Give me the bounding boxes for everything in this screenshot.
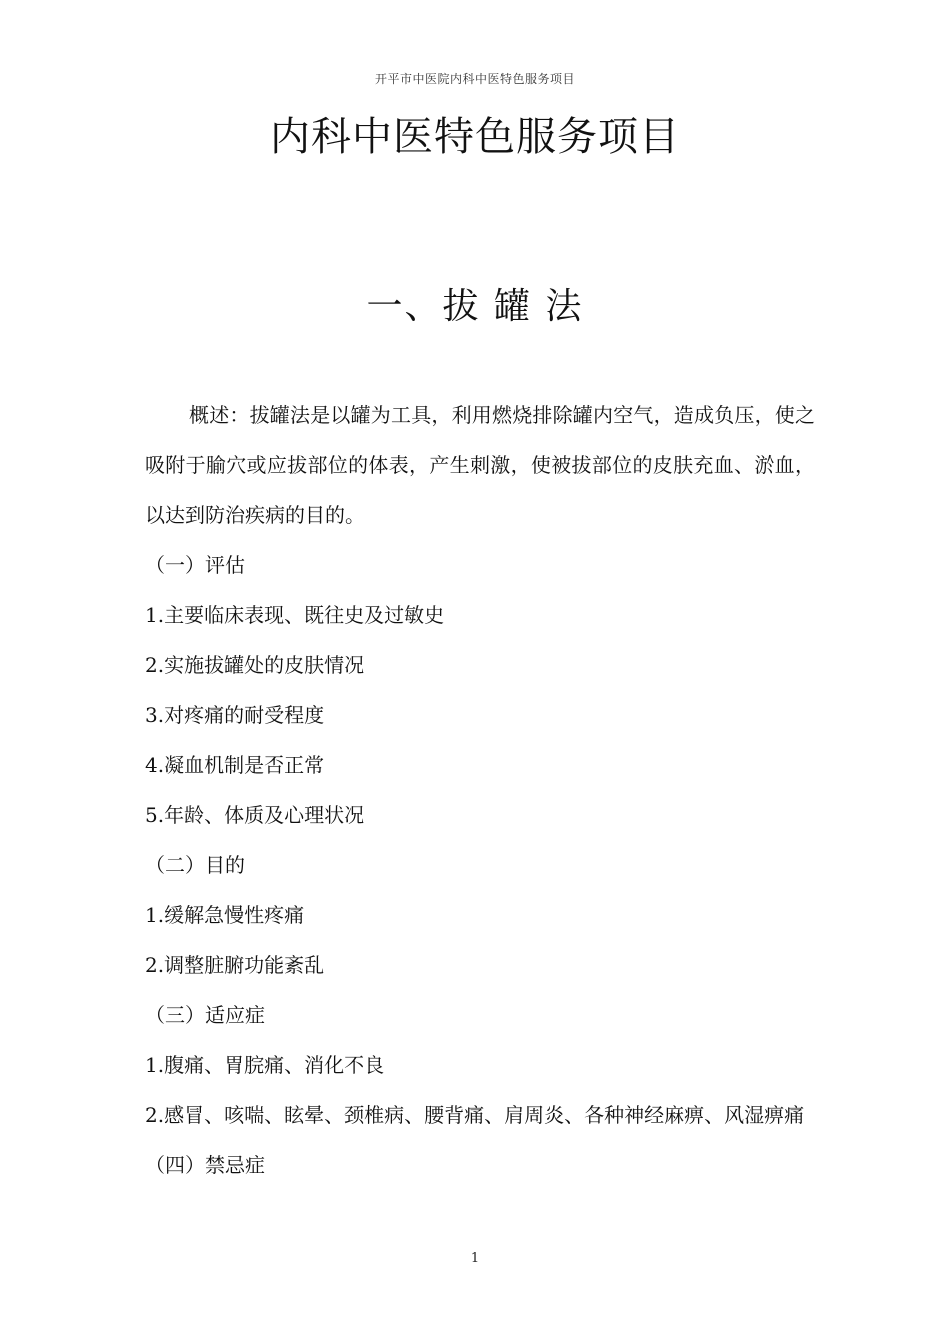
list-item: 4.凝血机制是否正常 (145, 753, 325, 777)
list-item: 1.缓解急慢性疼痛 (145, 903, 305, 927)
list-item: 1.主要临床表现、既往史及过敏史 (145, 603, 445, 627)
list-item: 2.调整脏腑功能紊乱 (145, 953, 325, 977)
subheading-contraindications: （四）禁忌症 (145, 1153, 265, 1177)
list-item: 2.实施拔罐处的皮肤情况 (145, 653, 365, 677)
list-item: 1.腹痛、胃脘痛、消化不良 (145, 1053, 385, 1077)
document-body (145, 390, 815, 1190)
running-header: 开平市中医院内科中医特色服务项目 (374, 72, 575, 86)
document-title: 内科中医特色服务项目 (270, 114, 680, 160)
list-item: 5.年龄、体质及心理状况 (145, 803, 365, 827)
subheading-indications: （三）适应症 (145, 1003, 265, 1027)
overview-paragraph: 概述：拔罐法是以罐为工具，利用燃烧排除罐内空气，造成负压，使之吸附于腧穴或应拔部位的体表，产生刺激，使被拔部位的皮肤充血、淤血，以达到防治疾病的目的。 (145, 403, 815, 527)
subheading-assessment: （一）评估 (145, 553, 245, 577)
subheading-purpose: （二）目的 (145, 853, 245, 877)
list-item: 3.对疼痛的耐受程度 (145, 703, 325, 727)
section-title: 一、拔 罐 法 (366, 286, 584, 327)
page-number: 1 (470, 1251, 480, 1266)
list-item: 2.感冒、咳喘、眩晕、颈椎病、腰背痛、肩周炎、各种神经麻痹、风湿痹痛 (145, 1103, 805, 1127)
